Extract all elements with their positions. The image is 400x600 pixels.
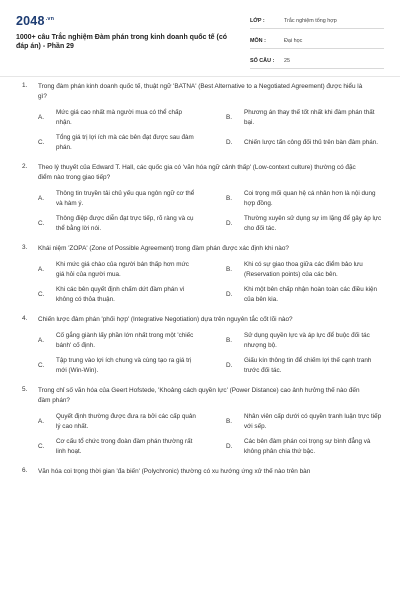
option-text: Cố gắng giành lấy phần lớn nhất trong một 'chiếc bánh' cố định.: [56, 332, 194, 349]
option-letter: C.: [38, 443, 45, 450]
meta-label: LỚP :: [250, 18, 265, 24]
answer-option-b[interactable]: [226, 260, 400, 279]
meta-row-class: [250, 14, 384, 29]
answer-option-a[interactable]: [38, 412, 218, 431]
option-text: Khi mức giá chào của người bán thấp hơn mức giá hỏi của người mua.: [56, 261, 189, 278]
option-text: Các bên đàm phán coi trọng sự bình đẳng và không phân chia thứ bậc.: [244, 438, 371, 455]
question-text: Trong chỉ số văn hóa của Geert Hofstede, 'Khoảng cách quyền lực' (Power Distance) cao ảnh hưởng thế nào đến đàm phán?: [38, 387, 360, 404]
option-letter: B.: [226, 266, 233, 273]
answer-option-c[interactable]: [38, 437, 218, 456]
question-head: [0, 386, 400, 406]
answer-option-b[interactable]: [226, 331, 400, 350]
question-head: [0, 163, 400, 183]
answer-options: [0, 260, 400, 304]
option-text: Thông điệp được diễn đạt trực tiếp, rõ ràng và cụ thể bằng lời nói.: [56, 215, 194, 232]
logo-text: 2048: [16, 14, 45, 28]
answer-option-a[interactable]: [38, 108, 218, 127]
question-number: 2.: [22, 163, 28, 170]
meta-value: Trắc nghiệm tổng hợp: [284, 18, 337, 24]
option-text: Khi có sự giao thoa giữa các điểm bảo lưu (Reservation points) của các bên.: [244, 261, 363, 278]
question-2: [0, 163, 400, 233]
header-divider: [0, 76, 400, 77]
option-text: Coi trọng mối quan hệ cá nhân hơn là nội dung hợp đồng.: [244, 190, 376, 207]
question-head: [0, 244, 400, 254]
question-1: [0, 82, 400, 152]
question-text: Theo lý thuyết của Edward T. Hall, các quốc gia có 'văn hóa ngữ cảnh thấp' (Low-context culture) thường có đặc điểm nào trong giao tiếp?: [38, 164, 356, 181]
meta-box: [250, 14, 384, 74]
option-letter: A.: [38, 337, 45, 344]
option-text: Phương án thay thế tốt nhất khi đàm phán thất bại.: [244, 109, 375, 126]
question-6: [0, 467, 400, 477]
option-letter: C.: [38, 362, 45, 369]
option-text: Tổng giá trị lợi ích mà các bên đạt được sau đàm phán.: [56, 134, 194, 151]
meta-label: SỐ CÂU :: [250, 58, 275, 64]
answer-option-c[interactable]: [38, 356, 218, 375]
option-text: Nhân viên cấp dưới có quyền tranh luận trực tiếp với sếp.: [244, 413, 382, 430]
option-text: Giấu kín thông tin để chiếm lợi thế cạnh tranh trước đối tác.: [244, 357, 372, 374]
option-letter: C.: [38, 220, 45, 227]
answer-option-a[interactable]: [38, 260, 218, 279]
question-number: 3.: [22, 244, 28, 251]
page-title: 1000+ câu Trắc nghiệm Đàm phán trong kinh doanh quốc tế (có đáp án) - Phần 29: [16, 34, 228, 50]
meta-value: 25: [284, 58, 290, 64]
answer-option-d[interactable]: [226, 437, 400, 456]
header: [0, 0, 400, 64]
option-text: Chiến lược tấn công đối thủ trên bàn đàm phán.: [244, 138, 379, 146]
question-text: Chiến lược đàm phán 'phối hợp' (Integrative Negotiation) dựa trên nguyên tắc cốt lõi nào?: [38, 316, 293, 323]
answer-option-d[interactable]: [226, 285, 400, 304]
option-letter: B.: [226, 195, 233, 202]
option-letter: A.: [38, 418, 45, 425]
meta-row-subject: [250, 34, 384, 49]
answer-option-c[interactable]: [38, 133, 218, 152]
question-3: [0, 244, 400, 304]
option-text: Quyết định thường được đưa ra bởi các cấp quản lý cao nhất.: [56, 413, 196, 430]
site-logo[interactable]: [16, 14, 54, 28]
option-letter: D.: [226, 220, 233, 227]
option-text: Khi các bên quyết định chấm dứt đàm phán vì không có thỏa thuận.: [56, 286, 185, 303]
option-text: Mức giá cao nhất mà người mua có thể chấp nhận.: [56, 109, 182, 126]
answer-option-a[interactable]: [38, 331, 218, 350]
question-list: [0, 82, 400, 488]
question-5: [0, 386, 400, 456]
option-letter: D.: [226, 443, 233, 450]
option-letter: D.: [226, 139, 233, 146]
answer-options: [0, 331, 400, 375]
answer-option-b[interactable]: [226, 412, 400, 431]
answer-option-c[interactable]: [38, 285, 218, 304]
option-text: Cơ cấu tổ chức trong đoàn đàm phán thường rất linh hoạt.: [56, 438, 193, 455]
answer-options: [0, 189, 400, 233]
question-4: [0, 315, 400, 375]
question-number: 6.: [22, 467, 28, 474]
option-letter: C.: [38, 291, 45, 298]
option-letter: B.: [226, 337, 233, 344]
question-head: [0, 82, 400, 102]
option-letter: A.: [38, 266, 45, 273]
answer-option-c[interactable]: [38, 214, 218, 233]
option-letter: B.: [226, 114, 233, 121]
option-letter: B.: [226, 418, 233, 425]
meta-row-count: [250, 54, 384, 69]
option-letter: A.: [38, 195, 45, 202]
option-text: Thông tin truyền tải chủ yếu qua ngôn ngữ cơ thể và hàm ý.: [56, 190, 195, 207]
question-head: [0, 315, 400, 325]
question-text: Văn hóa coi trọng thời gian 'đa biến' (Polychronic) thường có xu hướng ứng xử thế nào trên bàn: [38, 468, 311, 475]
option-letter: D.: [226, 291, 233, 298]
answer-option-d[interactable]: [226, 214, 400, 233]
answer-option-b[interactable]: [226, 108, 400, 127]
question-number: 1.: [22, 82, 28, 89]
option-text: Sử dụng quyền lực và áp lực để buộc đối tác nhượng bộ.: [244, 332, 370, 349]
answer-option-a[interactable]: [38, 189, 218, 208]
answer-option-b[interactable]: [226, 189, 400, 208]
option-text: Tập trung vào lợi ích chung và cùng tạo ra giá trị mới (Win-Win).: [56, 357, 192, 374]
answer-options: [0, 412, 400, 456]
answer-options: [0, 108, 400, 152]
question-number: 5.: [22, 386, 28, 393]
question-number: 4.: [22, 315, 28, 322]
meta-value: Đại học: [284, 38, 303, 44]
option-text: Thường xuyên sử dụng sự im lặng để gây áp lực cho đối tác.: [244, 215, 382, 232]
option-letter: C.: [38, 139, 45, 146]
question-text: Trong đàm phán kinh doanh quốc tế, thuật ngữ 'BATNA' (Best Alternative to a Negotiated Agreement) được hiểu là gì?: [38, 83, 363, 100]
option-letter: D.: [226, 362, 233, 369]
answer-option-d[interactable]: [226, 356, 400, 375]
meta-label: MÔN :: [250, 38, 266, 44]
question-head: [0, 467, 400, 477]
option-text: Khi một bên chấp nhận hoàn toàn các điều kiện của bên kia.: [244, 286, 378, 303]
option-letter: A.: [38, 114, 45, 121]
question-text: Khái niệm 'ZOPA' (Zone of Possible Agreement) trong đàm phán được xác định khi nào?: [38, 245, 289, 252]
answer-option-d[interactable]: [226, 133, 400, 152]
logo-suffix: .vn: [45, 15, 55, 22]
